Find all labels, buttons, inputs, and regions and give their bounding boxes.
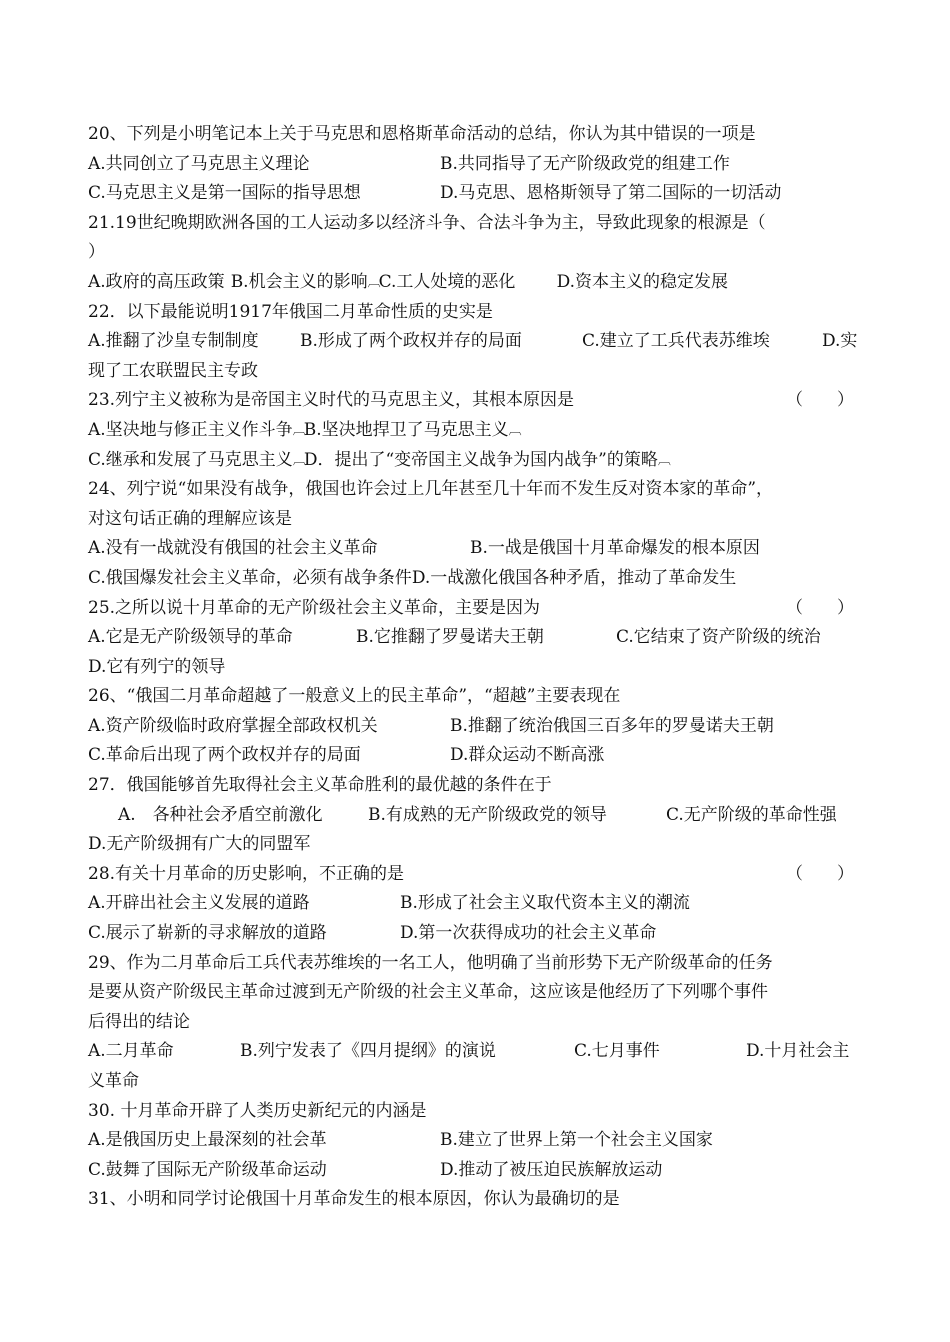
q28-answer-parens: （ ）	[786, 863, 854, 884]
blank-mark-icon: ︹	[508, 422, 520, 438]
q28-option-c: C.展示了崭新的寻求解放的道路	[88, 923, 327, 944]
q23-option-b: B.坚决地捍卫了马克思主义	[303, 419, 509, 440]
q25-stem: 25.之所以说十月革命的无产阶级社会主义革命，主要是因为	[88, 597, 541, 618]
q22-option-c: C.建立了工兵代表苏维埃	[582, 331, 770, 352]
q28-options-row1	[88, 889, 888, 919]
blank-mark-icon: ︹	[657, 452, 669, 468]
q25-stem-line	[88, 594, 888, 624]
q23-stem-line	[88, 386, 888, 416]
q23-option-d: D．提出了“变帝国主义战争为国内战争”的策略	[303, 449, 658, 470]
q29-option-d-part2: 义革命	[88, 1071, 139, 1091]
q24-options-row1	[88, 534, 888, 564]
q23-stem: 23.列宁主义被称为是帝国主义时代的马克思主义，其根本原因是	[88, 390, 575, 411]
q25-option-d: D.它有列宁的领导	[88, 656, 226, 677]
q23-options-row1	[88, 416, 888, 446]
q29-options	[88, 1037, 888, 1067]
q31-stem: 31、小明和同学讨论俄国十月革命发生的根本原因，你认为最确切的是	[88, 1189, 620, 1210]
q24-option-d: D.一战激化俄国各种矛盾，推动了革命发生	[411, 567, 737, 588]
q20-stem: 20、下列是小明笔记本上关于马克思和恩格斯革命活动的总结，你认为其中错误的一项是	[88, 124, 756, 144]
q21-option-c: C.工人处境的恶化	[378, 271, 516, 292]
q21-option-a: A.政府的高压政策	[88, 271, 225, 292]
q25-option-c: C.它结束了资产阶级的统治	[616, 627, 821, 648]
q29-stem-line3: 后得出的结论	[88, 1011, 190, 1032]
q24-option-c: C.俄国爆发社会主义革命，必须有战争条件	[88, 567, 412, 588]
q21-option-d: D.资本主义的稳定发展	[556, 271, 729, 292]
q22-option-a: A.推翻了沙皇专制制度	[88, 331, 259, 352]
q28-options-row2	[88, 919, 888, 949]
q23-option-c: C.继承和发展了马克思主义	[88, 449, 293, 470]
q28-option-b: B.形成了社会主义取代资本主义的潮流	[400, 893, 690, 914]
q26-option-b: B.推翻了统治俄国三百多年的罗曼诺夫王朝	[450, 715, 774, 736]
q26-option-c: C.革命后出现了两个政权并存的局面	[88, 745, 361, 766]
q30-option-a: A.是俄国历史上最深刻的社会革	[88, 1130, 327, 1151]
q29-stem-line2: 是要从资产阶级民主革命过渡到无产阶级的社会主义革命，这应该是他经历了下列哪个事件	[88, 982, 768, 1003]
q29-option-a: A.二月革命	[88, 1041, 174, 1062]
q27-option-d: D.无产阶级拥有广大的同盟军	[88, 834, 311, 855]
q21-options	[88, 268, 888, 298]
q23-options-row2	[88, 446, 888, 476]
q25-option-a: A.它是无产阶级领导的革命	[88, 627, 293, 648]
q24-stem-line2: 对这句话正确的理解应该是	[88, 508, 292, 529]
q24-option-a: A.没有一战就没有俄国的社会主义革命	[88, 538, 378, 559]
q25-answer-parens: （ ）	[786, 597, 854, 618]
blank-mark-icon: ︹	[367, 274, 379, 290]
q30-options-row1	[88, 1126, 888, 1156]
q21-option-b: B.机会主义的影响	[230, 271, 368, 292]
q30-option-c: C.鼓舞了国际无产阶级革命运动	[88, 1159, 327, 1180]
q22-stem: 22．以下最能说明1917年俄国二月革命性质的史实是	[88, 301, 493, 322]
q28-option-d: D.第一次获得成功的社会主义革命	[400, 923, 657, 944]
q22-options	[88, 327, 888, 357]
q28-stem: 28.有关十月革命的历史影响，不正确的是	[88, 863, 405, 884]
q25-options	[88, 623, 888, 653]
q20-option-a: A.共同创立了马克思主义理论	[88, 153, 310, 174]
q29-option-c: C.七月事件	[574, 1041, 660, 1062]
q21-stem-line1: 21.19世纪晚期欧洲各国的工人运动多以经济斗争、合法斗争为主，导致此现象的根源是（	[88, 212, 766, 233]
q21-stem-line2: ）	[88, 242, 105, 263]
q29-option-d-part1: D.十月社会主	[746, 1041, 850, 1062]
q27-option-b: B.有成熟的无产阶级政党的领导	[368, 804, 607, 825]
q30-options-row2	[88, 1156, 888, 1186]
q26-options-row2	[88, 741, 888, 771]
q30-option-b: B.建立了世界上第一个社会主义国家	[440, 1130, 713, 1151]
q20-option-c: C.马克思主义是第一国际的指导思想	[88, 183, 361, 204]
q20-option-d: D.马克思、恩格斯领导了第二国际的一切活动	[440, 183, 782, 204]
q20-option-b: B.共同指导了无产阶级政党的组建工作	[440, 153, 730, 174]
q26-option-a: A.资产阶级临时政府掌握全部政权机关	[88, 715, 378, 736]
q27-options	[88, 801, 888, 831]
blank-mark-icon: ︹	[292, 422, 304, 438]
q22-option-b: B.形成了两个政权并存的局面	[300, 331, 522, 352]
q24-option-b: B.一战是俄国十月革命爆发的根本原因	[470, 538, 760, 559]
q25-option-b: B.它推翻了罗曼诺夫王朝	[356, 627, 544, 648]
q22-option-d-part2: 现了工农联盟民主专政	[88, 360, 258, 381]
q27-option-a: A. 各种社会矛盾空前激化	[118, 804, 323, 825]
q29-option-b: B.列宁发表了《四月提纲》的演说	[240, 1041, 496, 1062]
q28-option-a: A.开辟出社会主义发展的道路	[88, 893, 310, 914]
q23-answer-parens: （ ）	[786, 390, 854, 411]
q20-options-row1	[88, 150, 888, 180]
q22-option-d-part1: D.实	[822, 331, 858, 352]
q29-stem-line1: 29、作为二月革命后工兵代表苏维埃的一名工人，他明确了当前形势下无产阶级革命的任务	[88, 952, 773, 973]
q26-options-row1	[88, 712, 888, 742]
q30-option-d: D.推动了被压迫民族解放运动	[440, 1159, 663, 1180]
q23-option-a: A.坚决地与修正主义作斗争	[88, 419, 293, 440]
q24-stem-line1: 24、列宁说“如果没有战争，俄国也许会过上几年甚至几十年而不发生反对资本家的革命”，	[88, 479, 774, 500]
q28-stem-line	[88, 860, 888, 890]
q26-stem: 26、“俄国二月革命超越了一般意义上的民主革命”，“超越”主要表现在	[88, 686, 621, 707]
q27-stem: 27．俄国能够首先取得社会主义革命胜利的最优越的条件在于	[88, 775, 552, 796]
q30-stem: 30. 十月革命开辟了人类历史新纪元的内涵是	[88, 1100, 427, 1121]
q20-options-row2	[88, 179, 888, 209]
blank-mark-icon: ︹	[292, 452, 304, 468]
q26-option-d: D.群众运动不断高涨	[450, 745, 605, 766]
q24-options-row2	[88, 564, 888, 594]
q27-option-c: C.无产阶级的革命性强	[666, 804, 837, 825]
exam-page	[88, 120, 888, 1215]
